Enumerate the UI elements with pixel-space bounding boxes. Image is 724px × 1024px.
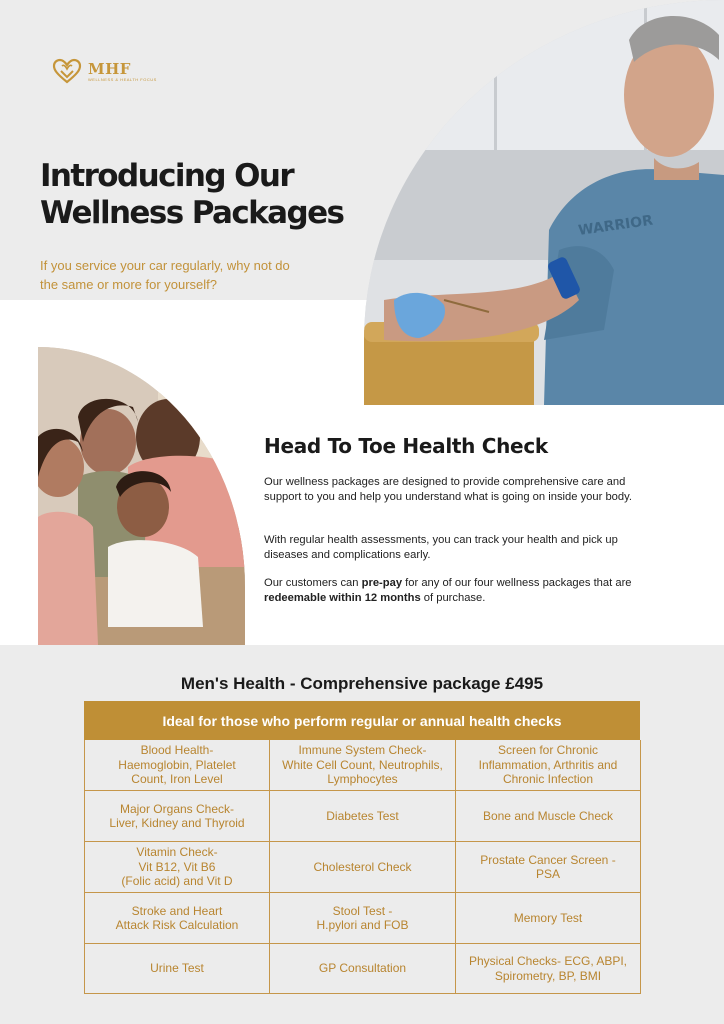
package-table [84,701,640,994]
table-cell-urine: Urine Test [85,944,270,994]
logo-subtitle: WELLNESS & HEALTH FOCUS [88,76,157,82]
title-line-1: Introducing Our [40,158,294,194]
table-cell-vitamin: Vitamin Check- Vit B12, Vit B6 (Folic acid) and Vit D [85,842,270,893]
table-cell-immune-system: Immune System Check- White Cell Count, Neutrophils, Lymphocytes [270,740,456,791]
table-cell-blood-health: Blood Health- Haemoglobin, Platelet Count, Iron Level [85,740,270,791]
assessment-paragraph: With regular health assessments, you can track your health and pick up diseases and complications early. [264,534,618,561]
table-cell-major-organs: Major Organs Check- Liver, Kidney and Thyroid [85,791,270,842]
title-line-2: Wellness Packages [40,195,344,231]
section-title: Head To Toe Health Check [264,434,548,458]
package-title: Men's Health - Comprehensive package £495 [180,674,544,693]
blood-test-photo [364,0,724,405]
package-grid [84,740,640,994]
table-cell-prostate: Prostate Cancer Screen - PSA [456,842,641,893]
heart-logo-icon [52,58,82,84]
intro-paragraph: Our wellness packages are designed to provide comprehensive care and support to you and help you understand what is going on inside your body. [264,476,632,503]
prepay-text-e: of purchase. [420,592,486,604]
table-cell-stool-test: Stool Test - H.pylori and FOB [270,893,456,944]
table-cell-memory: Memory Test [456,893,641,944]
package-table-header: Ideal for those who perform regular or annual health checks [84,701,640,740]
table-cell-cholesterol: Cholesterol Check [270,842,456,893]
prepay-paragraph [264,576,659,606]
prepay-text-a: Our customers can [264,577,362,589]
blood-test-illustration [364,0,724,405]
page-title [40,158,343,232]
table-cell-physical-checks: Physical Checks- ECG, ABPI, Spirometry, BP, BMI [456,944,641,994]
table-cell-chronic-inflammation: Screen for Chronic Inflammation, Arthritis and Chronic Infection [456,740,641,791]
table-cell-diabetes: Diabetes Test [270,791,456,842]
logo-name: MHF [88,59,131,78]
table-cell-gp-consultation: GP Consultation [270,944,456,994]
table-cell-stroke-heart: Stroke and Heart Attack Risk Calculation [85,893,270,944]
tagline: If you service your car regularly, why not do the same or more for yourself? [40,258,290,292]
table-cell-bone-muscle: Bone and Muscle Check [456,791,641,842]
prepay-text-c: for any of our four wellness packages that are [402,577,632,589]
logo [52,58,157,84]
redeemable-emphasis: redeemable within 12 months [264,592,421,604]
prepay-emphasis: pre-pay [361,577,403,589]
shirt-print: WARRIOR [577,212,654,239]
